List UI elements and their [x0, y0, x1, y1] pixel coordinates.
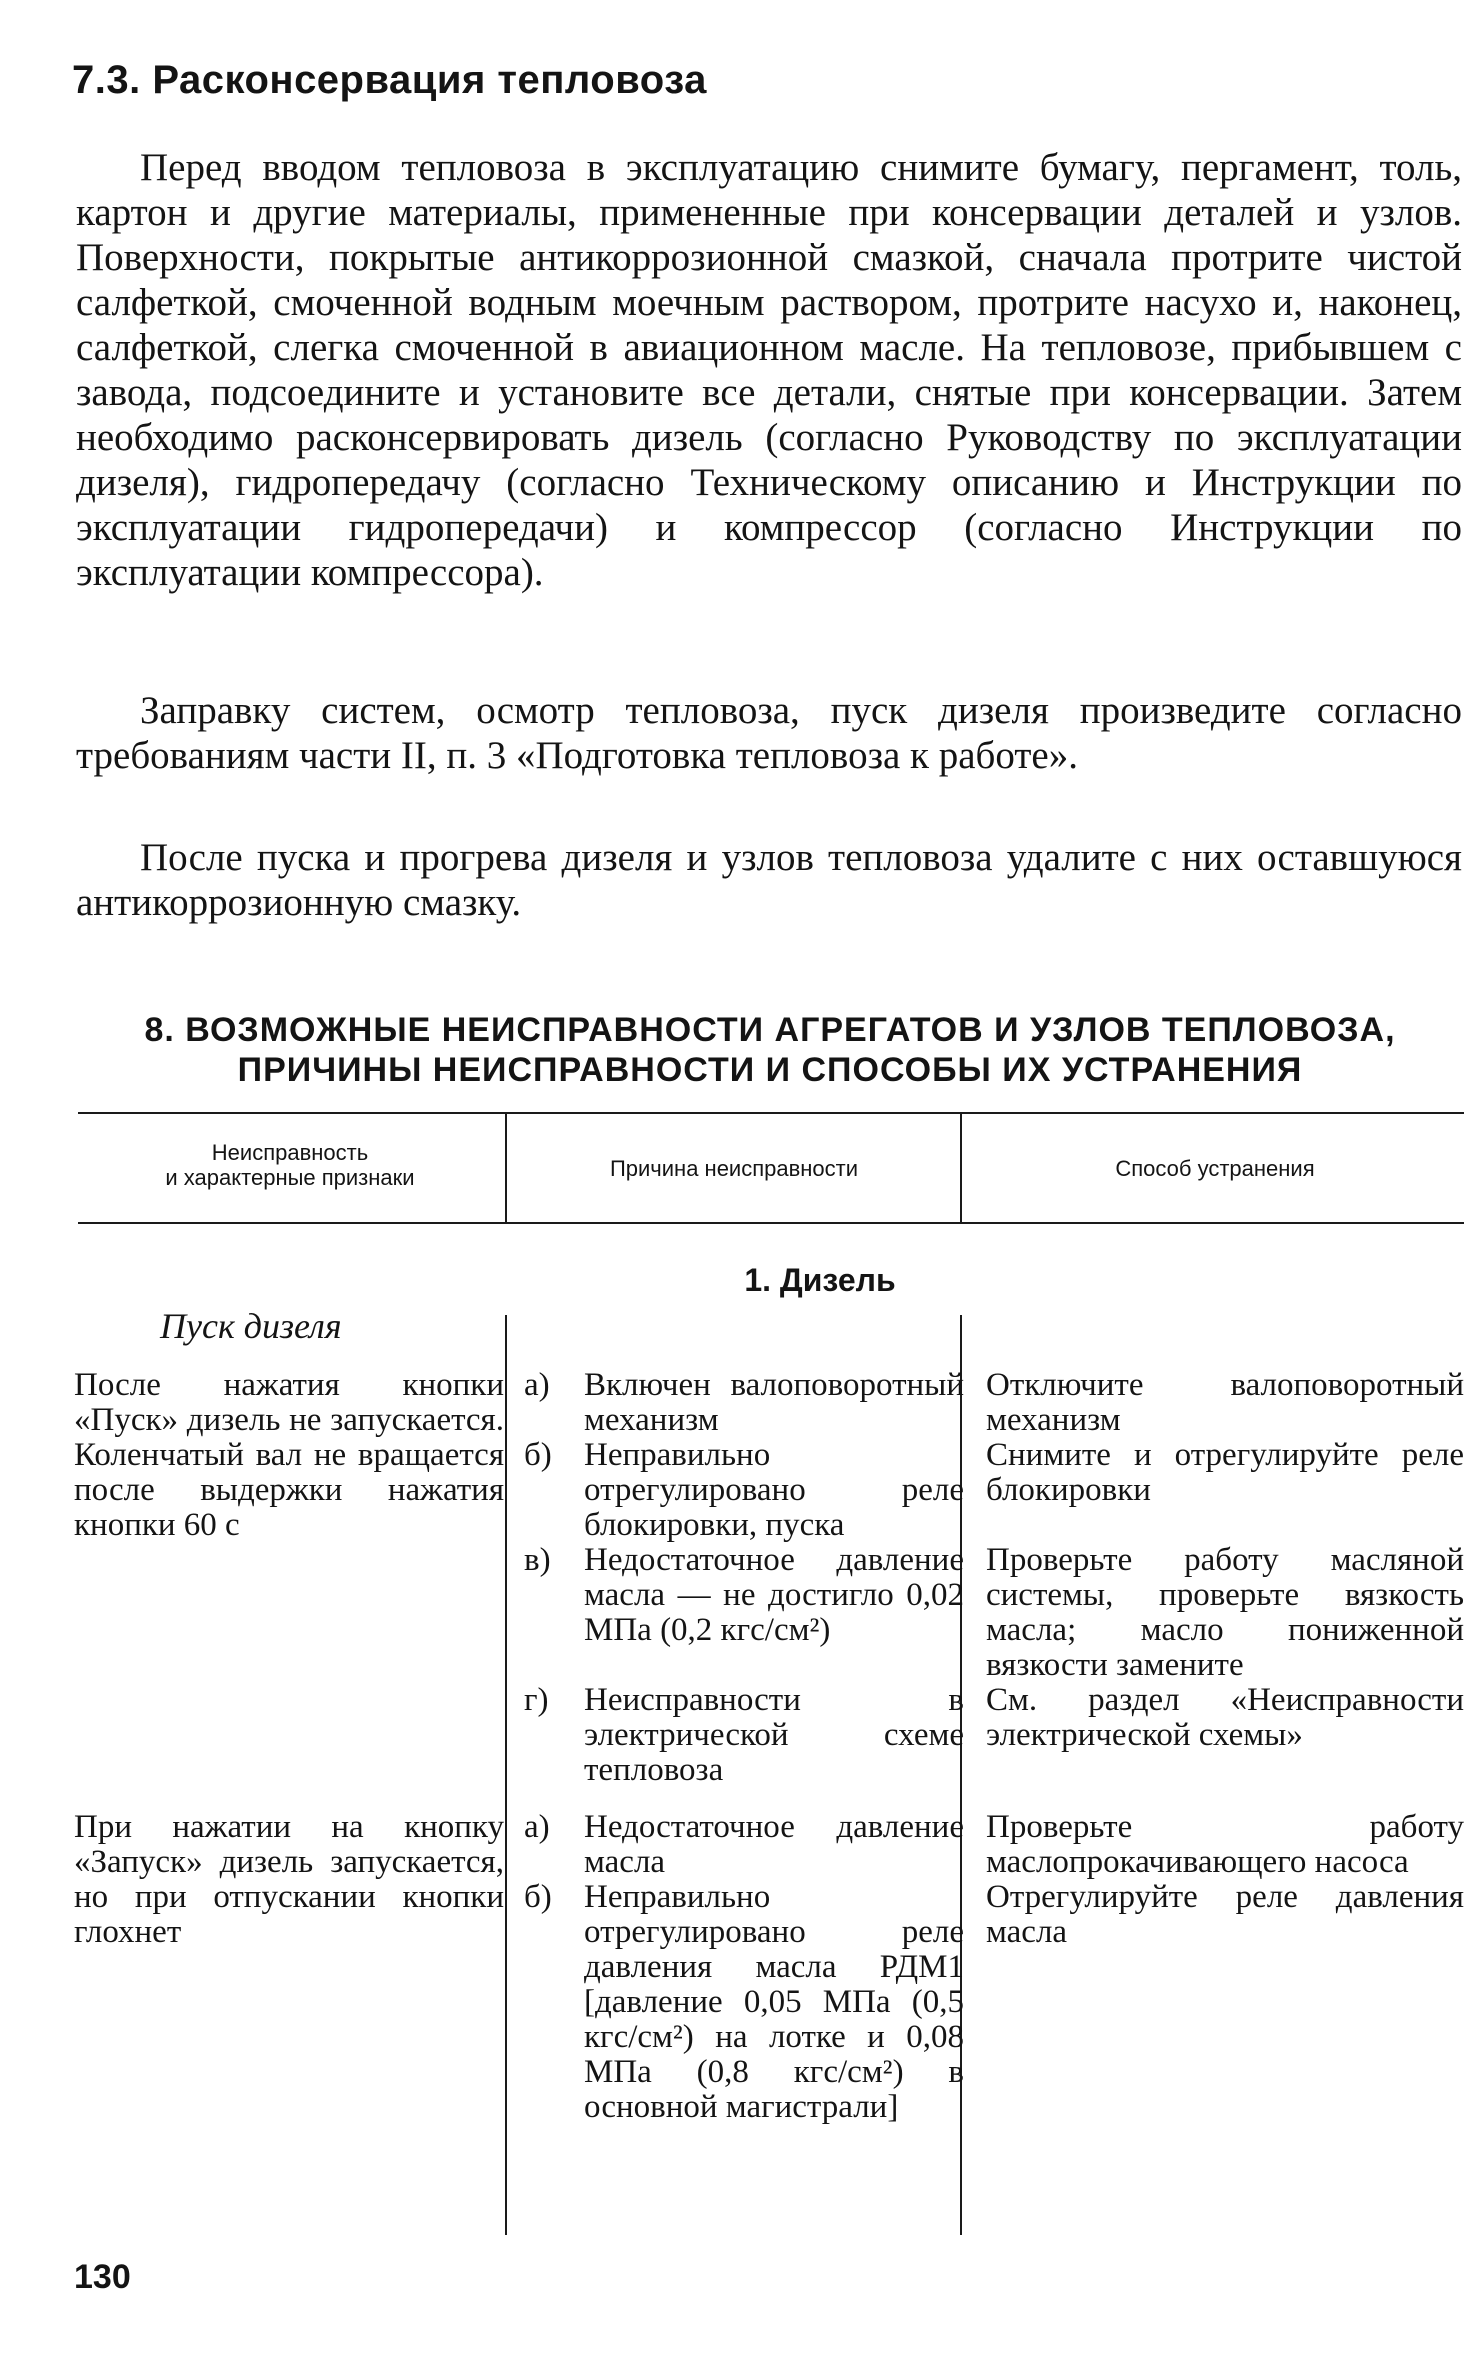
row2-cause-b — [524, 1880, 964, 2125]
row1-cause-b — [524, 1438, 964, 1543]
table-body-divider-1 — [505, 1315, 507, 2235]
section-title: 7.3. Расконсервация тепловоза — [72, 58, 707, 102]
paragraph-3: После пуска и прогрева дизеля и узлов тепловоза удалите с них оставшуюся антикоррозионную смазку. — [76, 836, 1462, 924]
cause-mark: б) — [524, 1437, 552, 1473]
row2-cause-a — [524, 1810, 964, 1880]
chapter-heading-line1: 8. ВОЗМОЖНЫЕ НЕИСПРАВНОСТИ АГРЕГАТОВ И УЗЛОВ ТЕПЛОВОЗА, — [144, 1011, 1396, 1049]
row1-remedy-1: Отключите валоповоротный механизм — [986, 1367, 1464, 1438]
paragraph-1: Перед вводом тепловоза в эксплуатацию снимите бумагу, пергамент, толь, картон и другие материалы, примененные при консервации деталей и узлов. Поверхности, покрытые антикоррозионной смазкой, сначала протрите чистой салфеткой, смоченной водным моечным раствором, протрите насухо и, наконец, салфеткой, слегка смоченной в авиационном масле. На тепловозе, прибывшем с завода, подсоедините и установите все детали, снятые при консервации. Затем необходимо расконсервировать дизель (согласно Руководству по эксплуатации дизеля), гидропередачу (согласно Техническому описанию и Инструкции по эксплуатации гидропередачи) и компрессор (согласно Инструкции по эксплуатации компрессора). — [76, 146, 1462, 594]
cause-text: Недостаточное давление масла — [584, 1809, 964, 1880]
header-fault — [80, 1140, 500, 1190]
header-remedy: Способ устранения — [1115, 1156, 1315, 1181]
cause-mark: г) — [524, 1682, 549, 1718]
group-title: Пуск дизеля — [160, 1306, 342, 1346]
page-number: 130 — [74, 2258, 131, 2296]
row2-remedy-2: Отрегулируйте реле давления масла — [986, 1879, 1464, 1950]
row2-remedy-1: Проверьте работу маслопрокачивающего насоса — [986, 1809, 1464, 1880]
row1-cause-a — [524, 1368, 964, 1438]
chapter-heading — [74, 1010, 1466, 1090]
row1-cause-c — [524, 1543, 964, 1648]
row1-remedy-4: См. раздел «Неисправности электрической схемы» — [986, 1682, 1464, 1753]
cause-text: Неправильно отрегулировано реле давления масла РДМ1 [давление 0,05 МПа (0,5 кгс/см²) на лотке и 0,08 МПа (0,8 кгс/см²) в основной магистрали] — [584, 1879, 964, 2125]
row1-fault: После нажатия кнопки «Пуск» дизель не запускается. Коленчатый вал не вращается после выдержки нажатия кнопки 60 с — [74, 1367, 504, 1543]
cause-mark: б) — [524, 1879, 552, 1915]
header-fault-line2: и характерные признаки — [165, 1165, 415, 1190]
cause-text: Неправильно отрегулировано реле блокировки, пуска — [584, 1437, 964, 1543]
paragraph-2: Заправку систем, осмотр тепловоза, пуск дизеля произведите согласно требованиям части II, п. 3 «Подготовка тепловоза к работе». — [76, 689, 1462, 777]
table-header-divider-1 — [505, 1114, 507, 1222]
cause-mark: а) — [524, 1809, 550, 1845]
row1-cause-d — [524, 1683, 964, 1788]
chapter-heading-line2: ПРИЧИНЫ НЕИСПРАВНОСТИ И СПОСОБЫ ИХ УСТРАНЕНИЯ — [237, 1051, 1303, 1089]
table-top-rule — [78, 1112, 1464, 1114]
row1-remedy-2: Снимите и отрегулируйте реле блокировки — [986, 1437, 1464, 1508]
row1-remedy-3: Проверьте работу масляной системы, проверьте вязкость масла; масло пониженной вязкости замените — [986, 1542, 1464, 1683]
header-fault-line1: Неисправность — [211, 1140, 369, 1165]
row2-fault: При нажатии на кнопку «Запуск» дизель запускается, но при отпускании кнопки глохнет — [74, 1809, 504, 1950]
table-subsection: 1. Дизель — [744, 1262, 896, 1298]
table-header-divider-2 — [960, 1114, 962, 1222]
cause-text: Недостаточное давление масла — не достигло 0,02 МПа (0,2 кгс/см²) — [584, 1542, 964, 1648]
header-cause: Причина неисправности — [609, 1156, 859, 1181]
cause-text: Неисправности в электрической схеме тепловоза — [584, 1682, 964, 1788]
cause-mark: в) — [524, 1542, 551, 1578]
cause-text: Включен валоповоротный механизм — [584, 1367, 964, 1438]
cause-mark: а) — [524, 1367, 550, 1403]
table-header-bottom-rule — [78, 1222, 1464, 1224]
